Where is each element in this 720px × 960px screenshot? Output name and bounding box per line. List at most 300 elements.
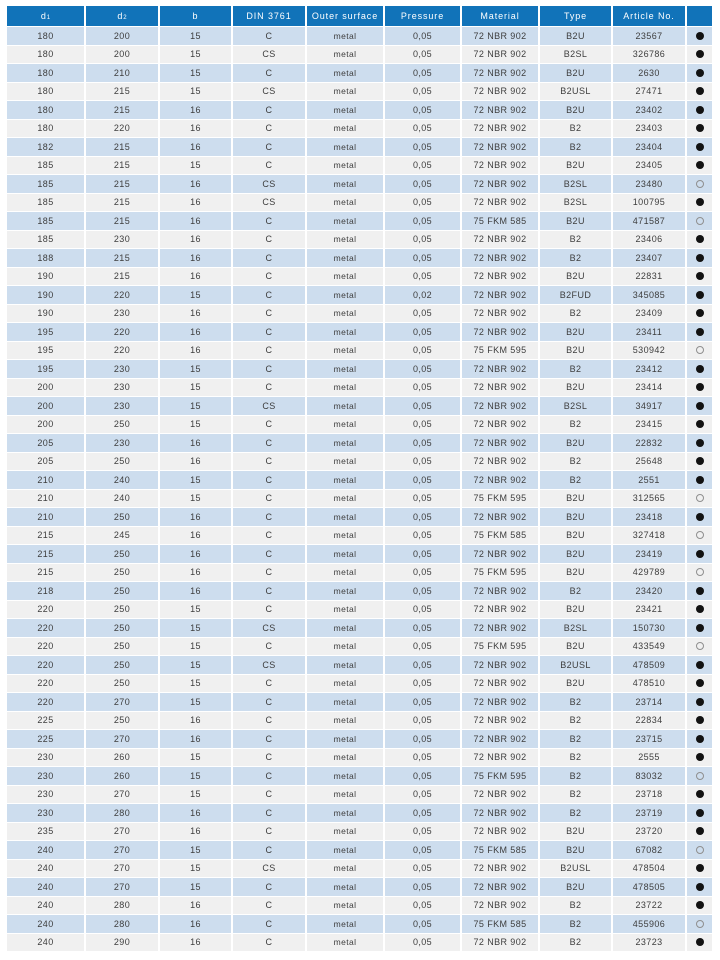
open-dot-icon — [696, 180, 704, 188]
cell-d1: 205 — [7, 434, 84, 452]
open-dot-icon — [696, 772, 704, 780]
column-header-label: Pressure — [400, 11, 445, 21]
cell-d2: 290 — [86, 934, 158, 952]
filled-dot-icon — [696, 50, 704, 58]
cell-material: 72 NBR 902 — [462, 860, 538, 878]
cell-d2: 270 — [86, 841, 158, 859]
filled-dot-icon — [696, 698, 704, 706]
cell-availability — [687, 545, 712, 563]
cell-d1: 180 — [7, 120, 84, 138]
cell-outer_surface: metal — [307, 453, 383, 471]
cell-d1: 215 — [7, 527, 84, 545]
cell-din: C — [233, 730, 305, 748]
cell-pressure: 0,02 — [385, 286, 460, 304]
cell-din: CS — [233, 83, 305, 101]
cell-type: B2SL — [540, 175, 611, 193]
cell-pressure: 0,05 — [385, 693, 460, 711]
cell-pressure: 0,05 — [385, 453, 460, 471]
cell-availability — [687, 915, 712, 933]
filled-dot-icon — [696, 106, 704, 114]
cell-b: 16 — [160, 268, 231, 286]
cell-article: 471587 — [613, 212, 685, 230]
column-header-type — [540, 6, 611, 26]
cell-pressure: 0,05 — [385, 490, 460, 508]
cell-din: C — [233, 157, 305, 175]
filled-dot-icon — [696, 161, 704, 169]
cell-material: 72 NBR 902 — [462, 138, 538, 156]
cell-b: 15 — [160, 860, 231, 878]
filled-dot-icon — [696, 457, 704, 465]
cell-pressure: 0,05 — [385, 194, 460, 212]
cell-material: 72 NBR 902 — [462, 379, 538, 397]
cell-outer_surface: metal — [307, 379, 383, 397]
cell-din: C — [233, 27, 305, 45]
cell-outer_surface: metal — [307, 804, 383, 822]
filled-dot-icon — [696, 827, 704, 835]
cell-type: B2 — [540, 730, 611, 748]
cell-pressure: 0,05 — [385, 934, 460, 952]
filled-dot-icon — [696, 938, 704, 946]
cell-b: 15 — [160, 490, 231, 508]
cell-d2: 270 — [86, 730, 158, 748]
cell-din: CS — [233, 46, 305, 64]
table-row — [7, 342, 712, 360]
cell-material: 72 NBR 902 — [462, 27, 538, 45]
column-header-material — [462, 6, 538, 26]
table-row — [7, 249, 712, 267]
cell-d2: 230 — [86, 360, 158, 378]
open-dot-icon — [696, 846, 704, 854]
cell-article: 67082 — [613, 841, 685, 859]
cell-din: C — [233, 767, 305, 785]
table-row — [7, 138, 712, 156]
cell-availability — [687, 823, 712, 841]
cell-material: 72 NBR 902 — [462, 64, 538, 82]
cell-type: B2U — [540, 675, 611, 693]
cell-availability — [687, 379, 712, 397]
cell-b: 16 — [160, 231, 231, 249]
cell-d2: 240 — [86, 471, 158, 489]
cell-outer_surface: metal — [307, 564, 383, 582]
cell-b: 15 — [160, 675, 231, 693]
cell-outer_surface: metal — [307, 101, 383, 119]
cell-d2: 250 — [86, 582, 158, 600]
cell-type: B2FUD — [540, 286, 611, 304]
cell-pressure: 0,05 — [385, 749, 460, 767]
cell-article: 23418 — [613, 508, 685, 526]
table-row — [7, 157, 712, 175]
cell-article: 23409 — [613, 305, 685, 323]
column-header-label: Outer surface — [311, 11, 379, 21]
cell-availability — [687, 360, 712, 378]
cell-pressure: 0,05 — [385, 786, 460, 804]
cell-d1: 185 — [7, 212, 84, 230]
cell-outer_surface: metal — [307, 323, 383, 341]
cell-pressure: 0,05 — [385, 564, 460, 582]
cell-outer_surface: metal — [307, 934, 383, 952]
cell-outer_surface: metal — [307, 471, 383, 489]
cell-d2: 250 — [86, 675, 158, 693]
cell-d1: 240 — [7, 841, 84, 859]
cell-b: 15 — [160, 638, 231, 656]
table-row — [7, 804, 712, 822]
cell-b: 15 — [160, 379, 231, 397]
cell-article: 27471 — [613, 83, 685, 101]
cell-din: C — [233, 915, 305, 933]
cell-pressure: 0,05 — [385, 860, 460, 878]
filled-dot-icon — [696, 87, 704, 95]
cell-material: 72 NBR 902 — [462, 397, 538, 415]
table-row — [7, 619, 712, 637]
cell-article: 23421 — [613, 601, 685, 619]
cell-b: 16 — [160, 934, 231, 952]
cell-article: 34917 — [613, 397, 685, 415]
cell-d1: 215 — [7, 564, 84, 582]
cell-article: 23420 — [613, 582, 685, 600]
cell-outer_surface: metal — [307, 582, 383, 600]
cell-type: B2USL — [540, 656, 611, 674]
cell-outer_surface: metal — [307, 305, 383, 323]
cell-type: B2U — [540, 638, 611, 656]
column-header-d2 — [86, 6, 158, 26]
column-header-pressure — [385, 6, 460, 26]
cell-article: 22832 — [613, 434, 685, 452]
cell-b: 16 — [160, 508, 231, 526]
cell-pressure: 0,05 — [385, 712, 460, 730]
table-row — [7, 27, 712, 45]
cell-d1: 240 — [7, 897, 84, 915]
cell-outer_surface: metal — [307, 268, 383, 286]
cell-material: 72 NBR 902 — [462, 601, 538, 619]
cell-din: C — [233, 323, 305, 341]
cell-d2: 250 — [86, 508, 158, 526]
cell-b: 16 — [160, 323, 231, 341]
cell-type: B2 — [540, 934, 611, 952]
cell-type: B2U — [540, 268, 611, 286]
cell-availability — [687, 767, 712, 785]
cell-article: 23714 — [613, 693, 685, 711]
cell-d2: 250 — [86, 638, 158, 656]
cell-b: 16 — [160, 730, 231, 748]
cell-d1: 185 — [7, 231, 84, 249]
cell-d2: 215 — [86, 83, 158, 101]
cell-din: C — [233, 749, 305, 767]
cell-b: 15 — [160, 64, 231, 82]
cell-outer_surface: metal — [307, 194, 383, 212]
cell-material: 72 NBR 902 — [462, 934, 538, 952]
cell-material: 72 NBR 902 — [462, 120, 538, 138]
filled-dot-icon — [696, 809, 704, 817]
cell-din: CS — [233, 656, 305, 674]
cell-type: B2 — [540, 471, 611, 489]
cell-material: 75 FKM 595 — [462, 767, 538, 785]
table-row — [7, 749, 712, 767]
cell-pressure: 0,05 — [385, 434, 460, 452]
cell-availability — [687, 416, 712, 434]
cell-availability — [687, 934, 712, 952]
cell-article: 478504 — [613, 860, 685, 878]
cell-outer_surface: metal — [307, 490, 383, 508]
cell-pressure: 0,05 — [385, 582, 460, 600]
cell-type: B2 — [540, 231, 611, 249]
cell-material: 72 NBR 902 — [462, 675, 538, 693]
open-dot-icon — [696, 920, 704, 928]
cell-material: 72 NBR 902 — [462, 46, 538, 64]
cell-material: 72 NBR 902 — [462, 508, 538, 526]
cell-material: 72 NBR 902 — [462, 175, 538, 193]
cell-outer_surface: metal — [307, 342, 383, 360]
cell-type: B2U — [540, 101, 611, 119]
cell-type: B2U — [540, 157, 611, 175]
cell-din: C — [233, 434, 305, 452]
cell-d2: 220 — [86, 342, 158, 360]
cell-type: B2U — [540, 564, 611, 582]
table-row — [7, 175, 712, 193]
cell-availability — [687, 693, 712, 711]
cell-availability — [687, 897, 712, 915]
cell-availability — [687, 453, 712, 471]
cell-d1: 220 — [7, 601, 84, 619]
cell-d1: 210 — [7, 508, 84, 526]
cell-article: 2630 — [613, 64, 685, 82]
cell-material: 72 NBR 902 — [462, 712, 538, 730]
cell-d1: 240 — [7, 860, 84, 878]
cell-pressure: 0,05 — [385, 101, 460, 119]
cell-b: 15 — [160, 693, 231, 711]
cell-d2: 215 — [86, 212, 158, 230]
cell-pressure: 0,05 — [385, 231, 460, 249]
cell-d1: 225 — [7, 730, 84, 748]
cell-d1: 185 — [7, 175, 84, 193]
cell-availability — [687, 712, 712, 730]
cell-availability — [687, 64, 712, 82]
cell-material: 72 NBR 902 — [462, 416, 538, 434]
cell-type: B2USL — [540, 83, 611, 101]
cell-article: 23718 — [613, 786, 685, 804]
cell-pressure: 0,05 — [385, 27, 460, 45]
cell-article: 23402 — [613, 101, 685, 119]
cell-type: B2U — [540, 601, 611, 619]
cell-availability — [687, 101, 712, 119]
column-header-label: Type — [563, 11, 588, 21]
cell-availability — [687, 508, 712, 526]
filled-dot-icon — [696, 661, 704, 669]
column-header-label: d — [40, 11, 47, 21]
cell-d1: 240 — [7, 915, 84, 933]
cell-material: 72 NBR 902 — [462, 730, 538, 748]
cell-din: C — [233, 545, 305, 563]
cell-d2: 215 — [86, 249, 158, 267]
cell-outer_surface: metal — [307, 860, 383, 878]
cell-availability — [687, 83, 712, 101]
cell-pressure: 0,05 — [385, 83, 460, 101]
cell-d1: 230 — [7, 767, 84, 785]
cell-material: 72 NBR 902 — [462, 268, 538, 286]
cell-b: 16 — [160, 545, 231, 563]
filled-dot-icon — [696, 513, 704, 521]
cell-din: C — [233, 823, 305, 841]
table-row — [7, 878, 712, 896]
cell-b: 15 — [160, 601, 231, 619]
cell-type: B2U — [540, 527, 611, 545]
table-row — [7, 120, 712, 138]
cell-outer_surface: metal — [307, 527, 383, 545]
cell-din: C — [233, 582, 305, 600]
cell-d1: 205 — [7, 453, 84, 471]
cell-material: 75 FKM 595 — [462, 564, 538, 582]
filled-dot-icon — [696, 439, 704, 447]
cell-d1: 230 — [7, 786, 84, 804]
cell-availability — [687, 860, 712, 878]
cell-din: C — [233, 712, 305, 730]
cell-outer_surface: metal — [307, 286, 383, 304]
cell-d2: 250 — [86, 453, 158, 471]
cell-type: B2 — [540, 360, 611, 378]
cell-availability — [687, 841, 712, 859]
cell-d1: 220 — [7, 693, 84, 711]
cell-b: 15 — [160, 416, 231, 434]
cell-b: 15 — [160, 656, 231, 674]
table-row — [7, 434, 712, 452]
cell-b: 15 — [160, 471, 231, 489]
cell-type: B2 — [540, 453, 611, 471]
cell-d2: 280 — [86, 804, 158, 822]
cell-type: B2 — [540, 712, 611, 730]
filled-dot-icon — [696, 735, 704, 743]
cell-d2: 250 — [86, 416, 158, 434]
cell-availability — [687, 582, 712, 600]
cell-availability — [687, 471, 712, 489]
cell-article: 455906 — [613, 915, 685, 933]
cell-material: 72 NBR 902 — [462, 619, 538, 637]
cell-din: C — [233, 342, 305, 360]
cell-din: C — [233, 897, 305, 915]
cell-material: 72 NBR 902 — [462, 471, 538, 489]
open-dot-icon — [696, 217, 704, 225]
table-row — [7, 231, 712, 249]
cell-din: C — [233, 305, 305, 323]
filled-dot-icon — [696, 753, 704, 761]
cell-b: 16 — [160, 194, 231, 212]
cell-availability — [687, 231, 712, 249]
cell-d2: 260 — [86, 749, 158, 767]
cell-material: 75 FKM 585 — [462, 841, 538, 859]
cell-material: 72 NBR 902 — [462, 231, 538, 249]
cell-article: 429789 — [613, 564, 685, 582]
cell-d2: 270 — [86, 878, 158, 896]
filled-dot-icon — [696, 32, 704, 40]
cell-pressure: 0,05 — [385, 730, 460, 748]
cell-d1: 230 — [7, 749, 84, 767]
cell-d2: 215 — [86, 175, 158, 193]
cell-d1: 180 — [7, 46, 84, 64]
cell-din: C — [233, 841, 305, 859]
filled-dot-icon — [696, 864, 704, 872]
cell-type: B2 — [540, 138, 611, 156]
filled-dot-icon — [696, 402, 704, 410]
cell-din: CS — [233, 397, 305, 415]
column-header-label: Article No. — [623, 11, 675, 21]
cell-outer_surface: metal — [307, 175, 383, 193]
cell-type: B2 — [540, 749, 611, 767]
cell-availability — [687, 157, 712, 175]
cell-d1: 195 — [7, 342, 84, 360]
cell-material: 75 FKM 585 — [462, 527, 538, 545]
cell-outer_surface: metal — [307, 212, 383, 230]
cell-type: B2U — [540, 841, 611, 859]
cell-din: C — [233, 360, 305, 378]
cell-d2: 230 — [86, 379, 158, 397]
filled-dot-icon — [696, 309, 704, 317]
cell-din: C — [233, 101, 305, 119]
cell-pressure: 0,05 — [385, 157, 460, 175]
cell-d2: 280 — [86, 915, 158, 933]
cell-d2: 230 — [86, 397, 158, 415]
cell-outer_surface: metal — [307, 693, 383, 711]
cell-type: B2SL — [540, 46, 611, 64]
cell-article: 23480 — [613, 175, 685, 193]
cell-d1: 190 — [7, 286, 84, 304]
table-row — [7, 360, 712, 378]
cell-pressure: 0,05 — [385, 360, 460, 378]
cell-d2: 270 — [86, 860, 158, 878]
table-row — [7, 582, 712, 600]
cell-article: 23719 — [613, 804, 685, 822]
cell-outer_surface: metal — [307, 397, 383, 415]
cell-outer_surface: metal — [307, 249, 383, 267]
cell-pressure: 0,05 — [385, 305, 460, 323]
filled-dot-icon — [696, 790, 704, 798]
table-row — [7, 194, 712, 212]
cell-type: B2 — [540, 693, 611, 711]
cell-din: C — [233, 249, 305, 267]
cell-pressure: 0,05 — [385, 878, 460, 896]
cell-pressure: 0,05 — [385, 268, 460, 286]
cell-type: B2 — [540, 582, 611, 600]
cell-b: 15 — [160, 841, 231, 859]
cell-d2: 220 — [86, 286, 158, 304]
cell-d2: 230 — [86, 434, 158, 452]
cell-d1: 215 — [7, 545, 84, 563]
table-row — [7, 767, 712, 785]
cell-availability — [687, 878, 712, 896]
cell-availability — [687, 434, 712, 452]
cell-outer_surface: metal — [307, 434, 383, 452]
cell-b: 16 — [160, 823, 231, 841]
cell-type: B2U — [540, 27, 611, 45]
cell-availability — [687, 638, 712, 656]
table-row — [7, 323, 712, 341]
filled-dot-icon — [696, 476, 704, 484]
cell-availability — [687, 286, 712, 304]
cell-din: C — [233, 601, 305, 619]
cell-b: 15 — [160, 749, 231, 767]
table-row — [7, 379, 712, 397]
cell-b: 15 — [160, 157, 231, 175]
cell-article: 23715 — [613, 730, 685, 748]
cell-din: C — [233, 379, 305, 397]
table-row — [7, 823, 712, 841]
filled-dot-icon — [696, 198, 704, 206]
cell-b: 15 — [160, 286, 231, 304]
cell-type: B2U — [540, 379, 611, 397]
column-header-article — [613, 6, 685, 26]
cell-d1: 220 — [7, 675, 84, 693]
cell-outer_surface: metal — [307, 786, 383, 804]
cell-type: B2 — [540, 915, 611, 933]
table-row — [7, 490, 712, 508]
table-row — [7, 564, 712, 582]
